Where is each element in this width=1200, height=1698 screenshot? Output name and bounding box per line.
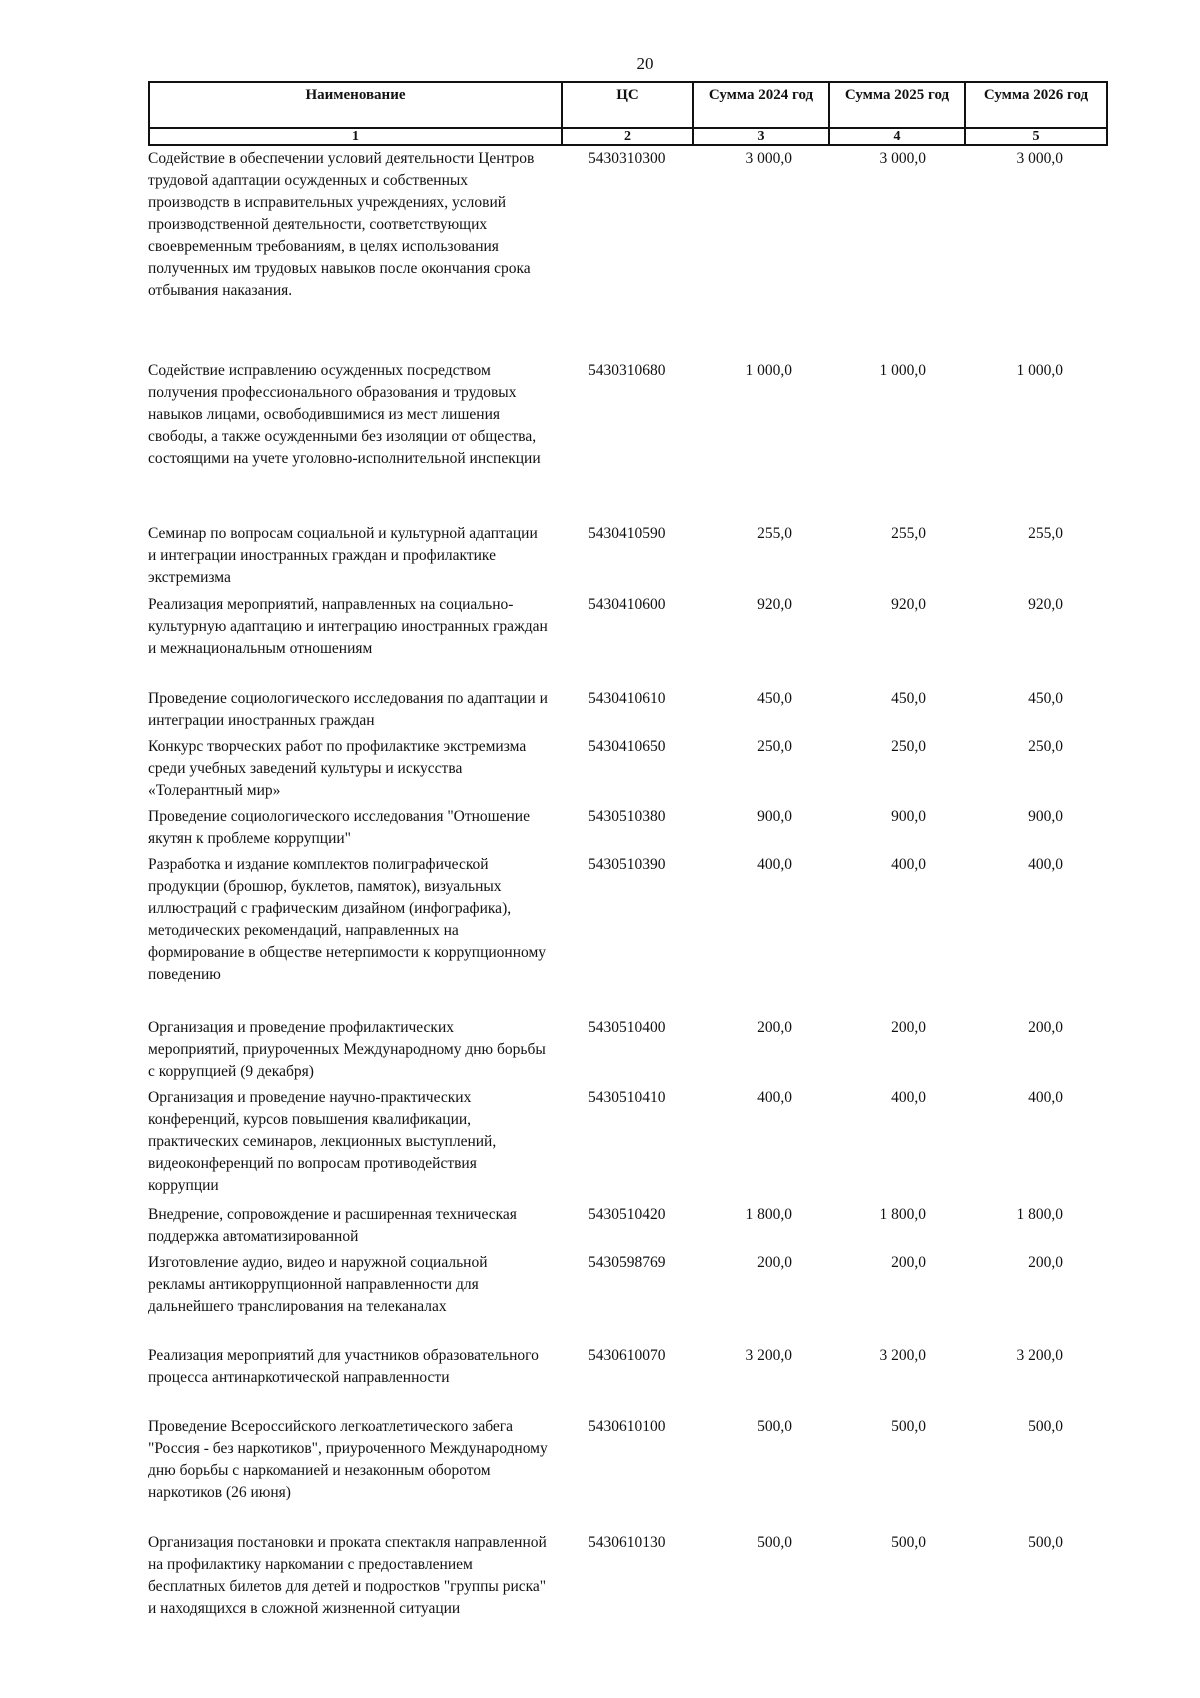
row-name: Внедрение, сопровождение и расширенная техническая поддержка автоматизированной xyxy=(148,1206,517,1245)
row-name: Реализация мероприятий для участников образовательного процесса антинаркотической направленности xyxy=(148,1347,539,1386)
row-sum-2025: 900,0 xyxy=(891,808,926,825)
row-sum-2026: 3 000,0 xyxy=(1016,150,1063,167)
row-sum-2024: 3 200,0 xyxy=(745,1347,792,1364)
row-code: 5430510380 xyxy=(588,808,666,825)
row-name: Семинар по вопросам социальной и культурной адаптации и интеграции иностранных граждан и профилактике экстремизма xyxy=(148,525,538,586)
row-code: 5430410650 xyxy=(588,738,666,755)
row-name: Содействие исправлению осужденных посредством получения профессионального образования и трудовых навыков лицами, освободившимися из мест лишения свободы, а также осужденными без изоляции от общества, состоящими на учете уголовно-исполнительной инспекции xyxy=(148,362,541,467)
row-sum-2026: 1 800,0 xyxy=(1016,1206,1063,1223)
row-sum-2026: 200,0 xyxy=(1028,1019,1063,1036)
row-sum-2024: 255,0 xyxy=(757,525,792,542)
table-row xyxy=(148,523,1108,594)
row-sum-2025: 3 000,0 xyxy=(879,150,926,167)
row-name: Организация постановки и проката спектакля направленной на профилактику наркомании с предоставлением бесплатных билетов для детей и подростков "группы риска" и находящихся в сложной жизненной ситуации xyxy=(148,1534,547,1617)
row-name: Проведение социологического исследования по адаптации и интеграции иностранных граждан xyxy=(148,690,548,729)
row-code: 5430598769 xyxy=(588,1254,666,1271)
row-name: Организация и проведение профилактических мероприятий, приуроченных Международному дню борьбы с коррупцией (9 декабря) xyxy=(148,1019,546,1080)
row-sum-2025: 1 000,0 xyxy=(879,362,926,379)
table-row xyxy=(148,1017,1108,1087)
row-code: 5430510390 xyxy=(588,856,666,873)
table-row xyxy=(148,148,1108,360)
table-row xyxy=(148,736,1108,806)
row-sum-2026: 920,0 xyxy=(1028,596,1063,613)
table-row xyxy=(148,1087,1108,1204)
column-number-1: 1 xyxy=(149,128,562,145)
table-row xyxy=(148,1345,1108,1416)
row-sum-2024: 400,0 xyxy=(757,1089,792,1106)
header-name: Наименование xyxy=(149,82,562,128)
table-row xyxy=(148,1416,1108,1532)
row-code: 5430510420 xyxy=(588,1206,666,1223)
row-sum-2025: 200,0 xyxy=(891,1254,926,1271)
row-sum-2026: 400,0 xyxy=(1028,1089,1063,1106)
row-sum-2024: 200,0 xyxy=(757,1254,792,1271)
row-sum-2026: 250,0 xyxy=(1028,738,1063,755)
row-name: Разработка и издание комплектов полиграфической продукции (брошюр, буклетов, памяток), визуальных иллюстраций с графическим дизайном (инфографика), методических рекомендаций, направленных на формирование в обществе нетерпимости к коррупционному поведению xyxy=(148,856,547,983)
table-row xyxy=(148,594,1108,688)
row-sum-2025: 500,0 xyxy=(891,1418,926,1435)
row-sum-2026: 1 000,0 xyxy=(1016,362,1063,379)
column-number-4: 4 xyxy=(829,128,965,145)
column-number-3: 3 xyxy=(693,128,829,145)
table-row xyxy=(148,806,1108,854)
row-sum-2025: 400,0 xyxy=(891,856,926,873)
row-sum-2026: 900,0 xyxy=(1028,808,1063,825)
table-row xyxy=(148,688,1108,736)
row-sum-2024: 1 000,0 xyxy=(745,362,792,379)
row-sum-2025: 3 200,0 xyxy=(879,1347,926,1364)
row-sum-2025: 255,0 xyxy=(891,525,926,542)
row-code: 5430310300 xyxy=(588,150,666,167)
row-sum-2025: 500,0 xyxy=(891,1534,926,1551)
row-sum-2024: 920,0 xyxy=(757,596,792,613)
table-row xyxy=(148,854,1108,1017)
table-row xyxy=(148,360,1108,523)
column-number-5: 5 xyxy=(965,128,1107,145)
row-name: Конкурс творческих работ по профилактике экстремизма среди учебных заведений культуры и искусства «Толерантный мир» xyxy=(148,738,527,799)
row-code: 5430310680 xyxy=(588,362,666,379)
page-number: 20 xyxy=(636,54,654,73)
row-sum-2024: 500,0 xyxy=(757,1418,792,1435)
row-code: 5430410610 xyxy=(588,690,666,707)
row-sum-2026: 500,0 xyxy=(1028,1534,1063,1551)
row-code: 5430510400 xyxy=(588,1019,666,1036)
row-sum-2026: 400,0 xyxy=(1028,856,1063,873)
row-sum-2024: 1 800,0 xyxy=(745,1206,792,1223)
header-sum-2025: Сумма 2025 год xyxy=(829,82,965,128)
header-code: ЦС xyxy=(562,82,693,128)
table-row xyxy=(148,1252,1108,1345)
row-sum-2025: 200,0 xyxy=(891,1019,926,1036)
row-sum-2025: 450,0 xyxy=(891,690,926,707)
row-name: Реализация мероприятий, направленных на социально-культурную адаптацию и интеграцию иностранных граждан и межнациональным отношениям xyxy=(148,596,548,657)
header-sum-2026: Сумма 2026 год xyxy=(965,82,1107,128)
row-code: 5430610070 xyxy=(588,1347,666,1364)
table-row xyxy=(148,1204,1108,1252)
table-header xyxy=(148,81,1108,146)
row-code: 5430610130 xyxy=(588,1534,666,1551)
row-name: Проведение социологического исследования "Отношение якутян к проблеме коррупции" xyxy=(148,808,530,847)
row-sum-2026: 3 200,0 xyxy=(1016,1347,1063,1364)
row-sum-2026: 500,0 xyxy=(1028,1418,1063,1435)
row-code: 5430410590 xyxy=(588,525,666,542)
row-code: 5430610100 xyxy=(588,1418,666,1435)
row-sum-2024: 250,0 xyxy=(757,738,792,755)
row-sum-2026: 450,0 xyxy=(1028,690,1063,707)
row-sum-2026: 200,0 xyxy=(1028,1254,1063,1271)
table-body xyxy=(148,148,1108,1652)
row-sum-2025: 250,0 xyxy=(891,738,926,755)
row-name: Организация и проведение научно-практических конференций, курсов повышения квалификации, практических семинаров, лекционных выступлений, видеоконференций по вопросам противодействия коррупции xyxy=(148,1089,497,1194)
row-sum-2024: 450,0 xyxy=(757,690,792,707)
row-sum-2026: 255,0 xyxy=(1028,525,1063,542)
row-sum-2024: 900,0 xyxy=(757,808,792,825)
row-sum-2024: 3 000,0 xyxy=(745,150,792,167)
row-name: Содействие в обеспечении условий деятельности Центров трудовой адаптации осужденных и собственных производств в исправительных учреждениях, условий производственной деятельности, соответствующих своевременным требованиям, в целях использования полученных им трудовых навыков после окончания срока отбывания наказания. xyxy=(148,150,535,299)
row-sum-2024: 500,0 xyxy=(757,1534,792,1551)
column-number-2: 2 xyxy=(562,128,693,145)
row-name: Изготовление аудио, видео и наружной социальной рекламы антикоррупционной направленности для дальнейшего транслирования на телеканалах xyxy=(148,1254,488,1315)
row-sum-2024: 400,0 xyxy=(757,856,792,873)
row-code: 5430410600 xyxy=(588,596,666,613)
row-sum-2024: 200,0 xyxy=(757,1019,792,1036)
row-sum-2025: 400,0 xyxy=(891,1089,926,1106)
row-code: 5430510410 xyxy=(588,1089,666,1106)
header-sum-2024: Сумма 2024 год xyxy=(693,82,829,128)
row-sum-2025: 920,0 xyxy=(891,596,926,613)
row-name: Проведение Всероссийского легкоатлетического забега "Россия - без наркотиков", приуроченного Международному дню борьбы с наркоманией и незаконным оборотом наркотиков (26 июня) xyxy=(148,1418,548,1501)
table-row xyxy=(148,1532,1108,1652)
row-sum-2025: 1 800,0 xyxy=(879,1206,926,1223)
